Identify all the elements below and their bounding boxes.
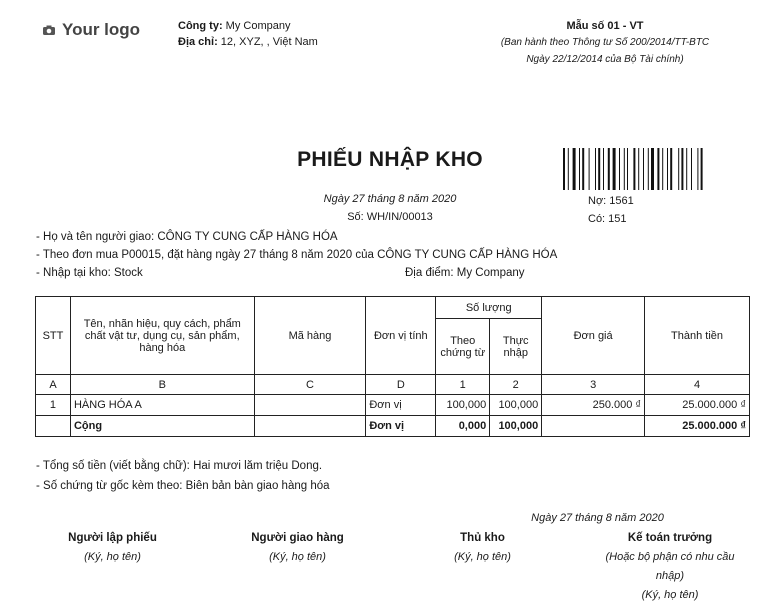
header-qty-actual: Thực nhập <box>490 319 542 375</box>
row-stt: 1 <box>36 395 71 416</box>
barcode <box>563 148 749 190</box>
row-amount: 25.000.000 ₫ <box>645 395 750 416</box>
header-amount: Thành tiền <box>645 297 750 375</box>
letter-cell: C <box>254 375 366 395</box>
total-code-empty <box>254 416 366 437</box>
form-code: Mẫu số 01 - VT <box>566 20 644 32</box>
sig-title: Người lập phiếu <box>68 532 157 544</box>
warehouse-line: - Nhập tại kho: Stock <box>36 267 143 279</box>
sig-title: Người giao hàng <box>251 532 344 544</box>
header-code: Mã hàng <box>254 297 366 375</box>
row-qty-actual: 100,000 <box>490 395 542 416</box>
company-info <box>178 18 318 50</box>
signature-storekeeper <box>420 529 545 567</box>
sig-note: (Ký, họ tên) <box>641 589 699 601</box>
header-quantity: Số lượng <box>436 297 542 319</box>
table-row <box>36 395 750 416</box>
row-price: 250.000 ₫ <box>542 395 645 416</box>
row-code <box>254 395 366 416</box>
logo-text: Your logo <box>62 20 141 39</box>
sig-note: (Ký, họ tên) <box>454 551 511 563</box>
company-value: My Company <box>225 20 291 32</box>
total-qty-doc: 0,000 <box>436 416 490 437</box>
total-row <box>36 416 750 437</box>
sig-title: Kế toán trưởng <box>627 532 713 544</box>
total-amount: 25.000.000 ₫ <box>645 416 750 437</box>
camera-icon <box>42 23 56 37</box>
row-unit: Đơn vị <box>366 395 436 416</box>
credit-account: Có: 151 <box>588 213 627 225</box>
sig-note: nhập) <box>655 570 685 582</box>
header-price: Đơn giá <box>542 297 645 375</box>
total-label: Cộng <box>70 416 254 437</box>
deliverer-line: - Họ và tên người giao: CÔNG TY CUNG CẤP HÀNG HÓA <box>36 231 338 243</box>
total-qty-actual: 100,000 <box>490 416 542 437</box>
sig-note: (Ký, họ tên) <box>84 551 141 563</box>
sig-title: Thủ kho <box>460 532 505 544</box>
letters-row <box>36 375 750 395</box>
letter-cell: A <box>36 375 71 395</box>
letter-cell: 3 <box>542 375 645 395</box>
letter-cell: 2 <box>490 375 542 395</box>
sig-note: (Hoặc bộ phận có nhu cầu <box>605 551 735 563</box>
letter-cell: 1 <box>436 375 490 395</box>
letter-cell: 4 <box>645 375 750 395</box>
header-stt: STT <box>36 297 71 375</box>
form-note-1: (Ban hành theo Thông tư Số 200/2014/TT-BTC <box>500 37 710 48</box>
form-note-2: Ngày 22/12/2014 của Bộ Tài chính) <box>526 54 684 65</box>
header-qty-doc: Theo chứng từ <box>436 319 490 375</box>
signature-chief-accountant <box>585 529 755 605</box>
header-unit: Đơn vị tính <box>366 297 436 375</box>
row-name: HÀNG HÓA A <box>70 395 254 416</box>
location-line: Địa điểm: My Company <box>405 267 525 279</box>
signature-deliverer <box>235 529 360 567</box>
order-line: - Theo đơn mua P00015, đặt hàng ngày 27 tháng 8 năm 2020 của CÔNG TY CUNG CẤP HÀNG HÓA <box>36 249 558 261</box>
total-unit: Đơn vị <box>366 416 436 437</box>
address-label: Địa chỉ: <box>178 36 218 48</box>
account-codes <box>588 192 634 228</box>
letter-cell: D <box>366 375 436 395</box>
row-qty-doc: 100,000 <box>436 395 490 416</box>
signature-preparer <box>50 529 175 567</box>
items-table <box>35 296 750 437</box>
address-value: 12, XYZ, , Việt Nam <box>220 36 318 48</box>
document-title: PHIẾU NHẬP KHO <box>297 148 483 171</box>
header-name: Tên, nhãn hiệu, quy cách, phẩm chất vật tư, dụng cụ, sản phẩm, hàng hóa <box>70 297 254 375</box>
document-number: Số: WH/IN/00013 <box>347 211 433 223</box>
attached-documents: - Số chứng từ gốc kèm theo: Biên bản bàn giao hàng hóa <box>36 480 330 492</box>
company-label: Công ty: <box>178 20 223 32</box>
sig-note: (Ký, họ tên) <box>269 551 326 563</box>
total-price-empty <box>542 416 645 437</box>
sign-date: Ngày 27 tháng 8 năm 2020 <box>531 512 664 524</box>
company-logo <box>42 20 140 40</box>
document-date: Ngày 27 tháng 8 năm 2020 <box>323 193 457 205</box>
debit-account: Nợ: 1561 <box>588 195 634 207</box>
total-in-words: - Tổng số tiền (viết bằng chữ): Hai mươi lăm triệu Dong. <box>36 460 323 472</box>
letter-cell: B <box>70 375 254 395</box>
form-code-block <box>470 18 740 68</box>
total-empty <box>36 416 71 437</box>
